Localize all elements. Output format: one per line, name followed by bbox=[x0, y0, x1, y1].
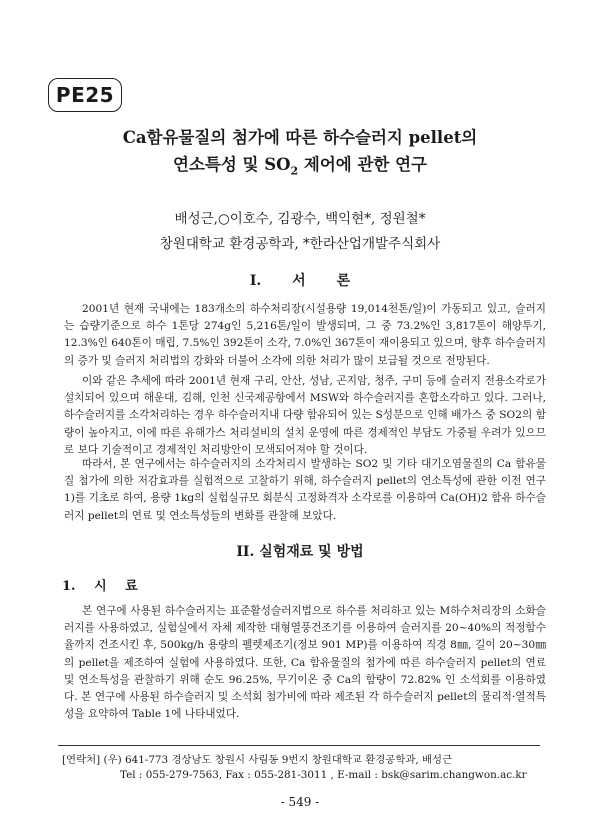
section-heading-introduction: I. 서 론 bbox=[249, 273, 351, 289]
page-number: - 549 - bbox=[280, 795, 320, 809]
footer-divider bbox=[58, 745, 540, 746]
title-line2-pre: 연소특성 및 SO bbox=[173, 155, 291, 174]
section-heading-methods: II. 실험재료 및 방법 bbox=[236, 544, 364, 560]
title-line2-post: 제어에 관한 연구 bbox=[298, 155, 427, 174]
subsection-heading-samples: 1. 시 료 bbox=[62, 579, 138, 594]
contact-phone-email: Tel : 055-279-7563, Fax : 055-281-3011 , E-mail : bsk@sarim.changwon.ac.kr bbox=[120, 769, 527, 781]
paper-title-line1: Ca함유물질의 첨가에 따른 하수슬러지 pellet의 bbox=[122, 128, 478, 147]
paper-id-badge: PE25 bbox=[48, 78, 122, 112]
title-line2-subscript: 2 bbox=[290, 164, 299, 178]
intro-paragraph-2: 이와 같은 추세에 따라 2001년 현재 구리, 안산, 성남, 곤지암, 청주, 구미 등에 슬러지 전용소각로가 설치되어 있으며 해운대, 김해, 인천 신국제공항에서 MSW와 하수슬러지를 혼합소각하고 있다. 그러나, 하수슬러지를 소각처리하는 경우 하수슬러지내 다량 함유되어 있는 S성분으로 인해 배가스 중 SO2의 함량이 높아지고, 이에 따른 유해가스 처리설비의 설치 운영에 따른 경제적인 부담도 가중될 우려가 있으므로 보다 기술적이고 경제적인 처리방안이 모색되어져야 할 것이다. bbox=[64, 375, 546, 456]
authors: 배성근,○이호수, 김광수, 백익현*, 정원철* bbox=[174, 211, 426, 227]
intro-paragraph-3: 따라서, 본 연구에서는 하수슬러지의 소각처리시 발생하는 SO2 및 기타 대기오염물질의 Ca 함유물질 첨가에 의한 저감효과를 실험적으로 고찰하기 위해, 하수슬러지 pellet의 연소특성에 관한 이전 연구1)를 기초로 하여, 용량 1kg의 실험실규모 회분식 고정화격자 소각로를 이용하여 Ca(OH)2 함유 하수슬러지 pellet의 연료 및 연소특성들의 변화를 관찰해 보았다. bbox=[64, 458, 546, 522]
methods-paragraph: 본 연구에 사용된 하수슬러지는 표준활성슬러지법으로 하수를 처리하고 있는 M하수처리장의 소화슬러지를 사용하였고, 실험실에서 자체 제작한 대형열풍건조기를 이용하여 슬러지를 20~40%의 적정함수율까지 건조시킨 후, 500kg/h 용량의 펠렛제조기(정보 901 MP)를 이용하여 직경 8㎜, 길이 20~30㎜의 pellet을 제조하여 실험에 사용하였다. 또한, Ca 함유물질의 첨가에 따른 하수슬러지 pellet의 연료 및 연소특성을 관찰하기 위해 순도 96.25%, 무기이온 중 Ca의 함량이 72.82% 인 소석회를 이용하였다. 본 연구에 사용된 하수슬러지 및 소석회 첨가비에 따라 제조된 각 하수슬러지 pellet의 물리적·열적특성을 요약하여 Table 1에 나타내었다. bbox=[64, 605, 546, 721]
contact-address: [연락처] (우) 641-773 경상남도 창원시 사림동 9번지 창원대학교 환경공학과, 배성근 bbox=[62, 754, 453, 766]
affiliation: 창원대학교 환경공학과, *한라산업개발주식회사 bbox=[159, 236, 441, 252]
intro-paragraph-1: 2001년 현재 국내에는 183개소의 하수처리장(시설용량 19,014천톤/일)이 가동되고 있고, 슬러지는 습량기준으로 하수 1톤당 274g인 5,216톤/일이 발생되며, 그 중 73.2%인 3,817톤이 해양투기, 12.3%인 640톤이 매립, 7.5%인 392톤이 소각, 7.0%인 367톤이 재이용되고 있으며, 향후 하수슬러지의 증가 및 슬러지 처리법의 강화와 더불어 소각에 의한 처리가 많이 보급될 것으로 전망된다. bbox=[64, 303, 546, 367]
paper-title-line2 bbox=[40, 151, 560, 177]
